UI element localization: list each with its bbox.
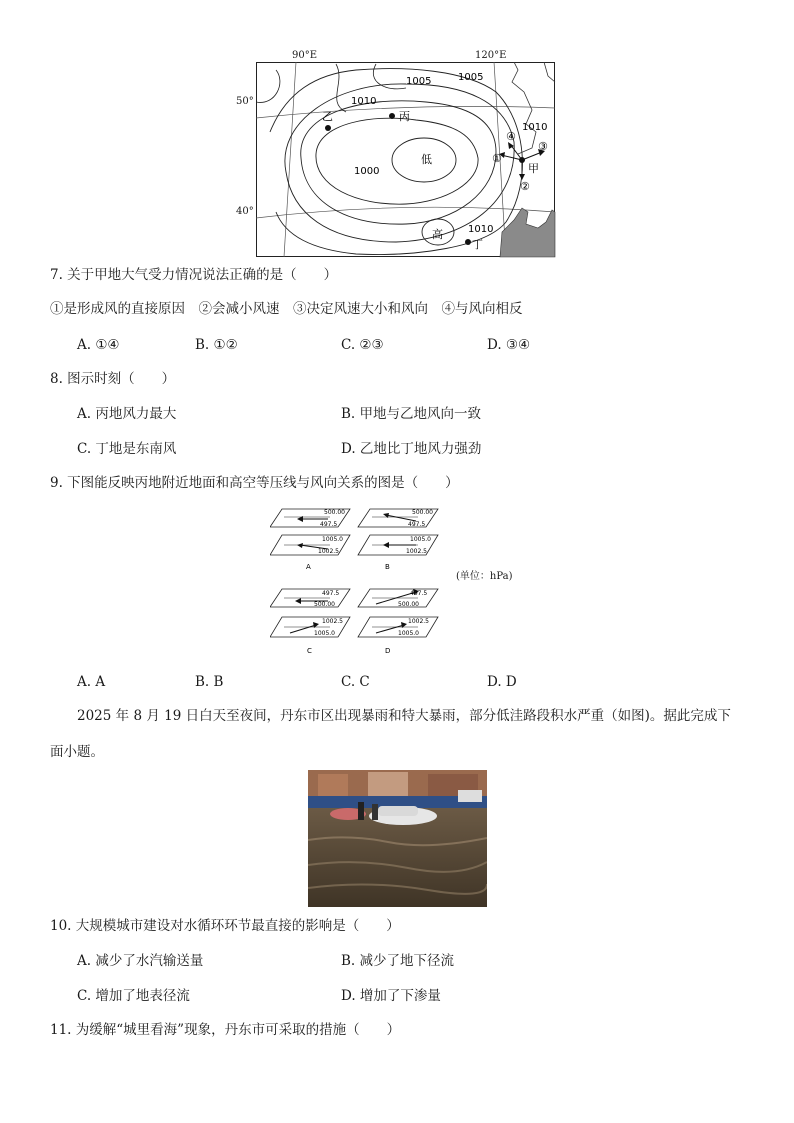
diagram-b-top-2: 497.5 <box>408 521 426 528</box>
force-marker-1: ① <box>492 152 502 165</box>
diagram-d-letter: D <box>385 647 391 655</box>
q8-option-c[interactable]: C. 丁地是东南风 <box>77 441 177 457</box>
high-pressure-label: 高 <box>432 228 443 241</box>
q10-option-c[interactable]: C. 增加了地表径流 <box>77 988 190 1004</box>
isobar-label: 1010 <box>468 224 494 235</box>
lon-label-90: 90°E <box>292 50 318 61</box>
q7-stem: 7. 关于甲地大气受力情况说法正确的是（ ） <box>50 267 338 283</box>
lat-label-40: 40° <box>236 206 254 217</box>
q7-option-c[interactable]: C. ②③ <box>341 337 384 353</box>
place-yi: 乙 <box>322 110 333 123</box>
q9-option-d[interactable]: D. D <box>487 674 517 690</box>
isobar-label: 1005 <box>458 72 484 83</box>
diagram-c-letter: C <box>307 647 312 655</box>
diagram-b-bottom-2: 1002.5 <box>406 548 427 555</box>
q8-option-d[interactable]: D. 乙地比丁地风力强劲 <box>341 441 482 457</box>
q11-stem: 11. 为缓解“城里看海”现象，丹东市可采取的措施（ ） <box>50 1022 401 1038</box>
lon-label-120: 120°E <box>475 50 507 61</box>
diagram-d-bottom-1: 1002.5 <box>408 618 429 625</box>
q10-option-b[interactable]: B. 减少了地下径流 <box>341 953 455 969</box>
q7-option-d[interactable]: D. ③④ <box>487 337 531 353</box>
isobar-label: 1005 <box>406 76 432 87</box>
q8-stem: 8. 图示时刻（ ） <box>50 371 176 387</box>
diagram-a-bottom-1: 1005.0 <box>322 536 343 543</box>
diagram-c-bottom-2: 1005.0 <box>314 630 335 637</box>
passage-line-1: 2025 年 8 月 19 日白天至夜间，丹东市区出现暴雨和特大暴雨，部分低洼路段积水严重（如图)。据此完成下 <box>77 708 731 724</box>
force-marker-3: ③ <box>538 140 548 153</box>
diagram-a-letter: A <box>306 563 311 571</box>
isobar-label: 1010 <box>351 96 377 107</box>
q7-option-a[interactable]: A. ①④ <box>77 337 120 353</box>
q7-statements: ①是形成风的直接原因 ②会减小风速 ③决定风速大小和风向 ④与风向相反 <box>50 301 523 317</box>
diagram-b-letter: B <box>385 563 390 571</box>
diagram-d-top-2: 500.00 <box>398 601 419 608</box>
diagram-b <box>358 509 438 571</box>
diagram-b-bottom-1: 1005.0 <box>410 536 431 543</box>
diagram-c-top-2: 500.00 <box>314 601 335 608</box>
q10-option-d[interactable]: D. 增加了下渗量 <box>341 988 441 1004</box>
q9-option-c[interactable]: C. C <box>341 674 370 690</box>
diagram-c-top-1: 497.5 <box>322 590 340 597</box>
q9-option-b[interactable]: B. B <box>195 674 224 690</box>
q10-stem: 10. 大规模城市建设对水循环环节最直接的影响是（ ） <box>50 918 400 934</box>
q9-stem: 9. 下图能反映丙地附近地面和高空等压线与风向关系的图是（ ） <box>50 475 459 491</box>
q7-option-b[interactable]: B. ①② <box>195 337 238 353</box>
diagram-d-bottom-2: 1005.0 <box>398 630 419 637</box>
q8-option-a[interactable]: A. 丙地风力最大 <box>77 406 177 422</box>
low-pressure-label: 低 <box>421 153 432 166</box>
isobar-label: 1000 <box>354 166 380 177</box>
isobar-map <box>256 62 556 258</box>
q10-option-a[interactable]: A. 减少了水汽输送量 <box>77 953 204 969</box>
place-jia: 甲 <box>528 162 539 175</box>
q8-option-b[interactable]: B. 甲地与乙地风向一致 <box>341 406 482 422</box>
diagram-a <box>270 509 350 571</box>
q9-option-a[interactable]: A. A <box>77 674 106 690</box>
diagram-a-bottom-2: 1002.5 <box>318 548 339 555</box>
q9-diagrams <box>270 503 450 658</box>
place-bing: 丙 <box>399 110 410 123</box>
diagram-d-top-1: 497.5 <box>410 590 428 597</box>
diagram-b-top-1: 500.00 <box>412 509 433 516</box>
force-marker-4: ④ <box>506 130 516 143</box>
isobar-label: 1010 <box>522 122 548 133</box>
diagram-a-top-2: 497.5 <box>320 521 338 528</box>
diagram-c-bottom-1: 1002.5 <box>322 618 343 625</box>
flood-photo <box>308 770 487 907</box>
force-marker-2: ② <box>520 180 530 193</box>
diagram-c <box>270 589 350 655</box>
diagram-a-top-1: 500.00 <box>324 509 345 516</box>
q9-unit-note: (单位：hPa) <box>456 571 513 582</box>
lat-label-50: 50° <box>236 96 254 107</box>
passage-line-2: 面小题。 <box>50 744 104 760</box>
place-ding: 丁 <box>472 238 483 251</box>
diagram-d <box>358 589 438 655</box>
